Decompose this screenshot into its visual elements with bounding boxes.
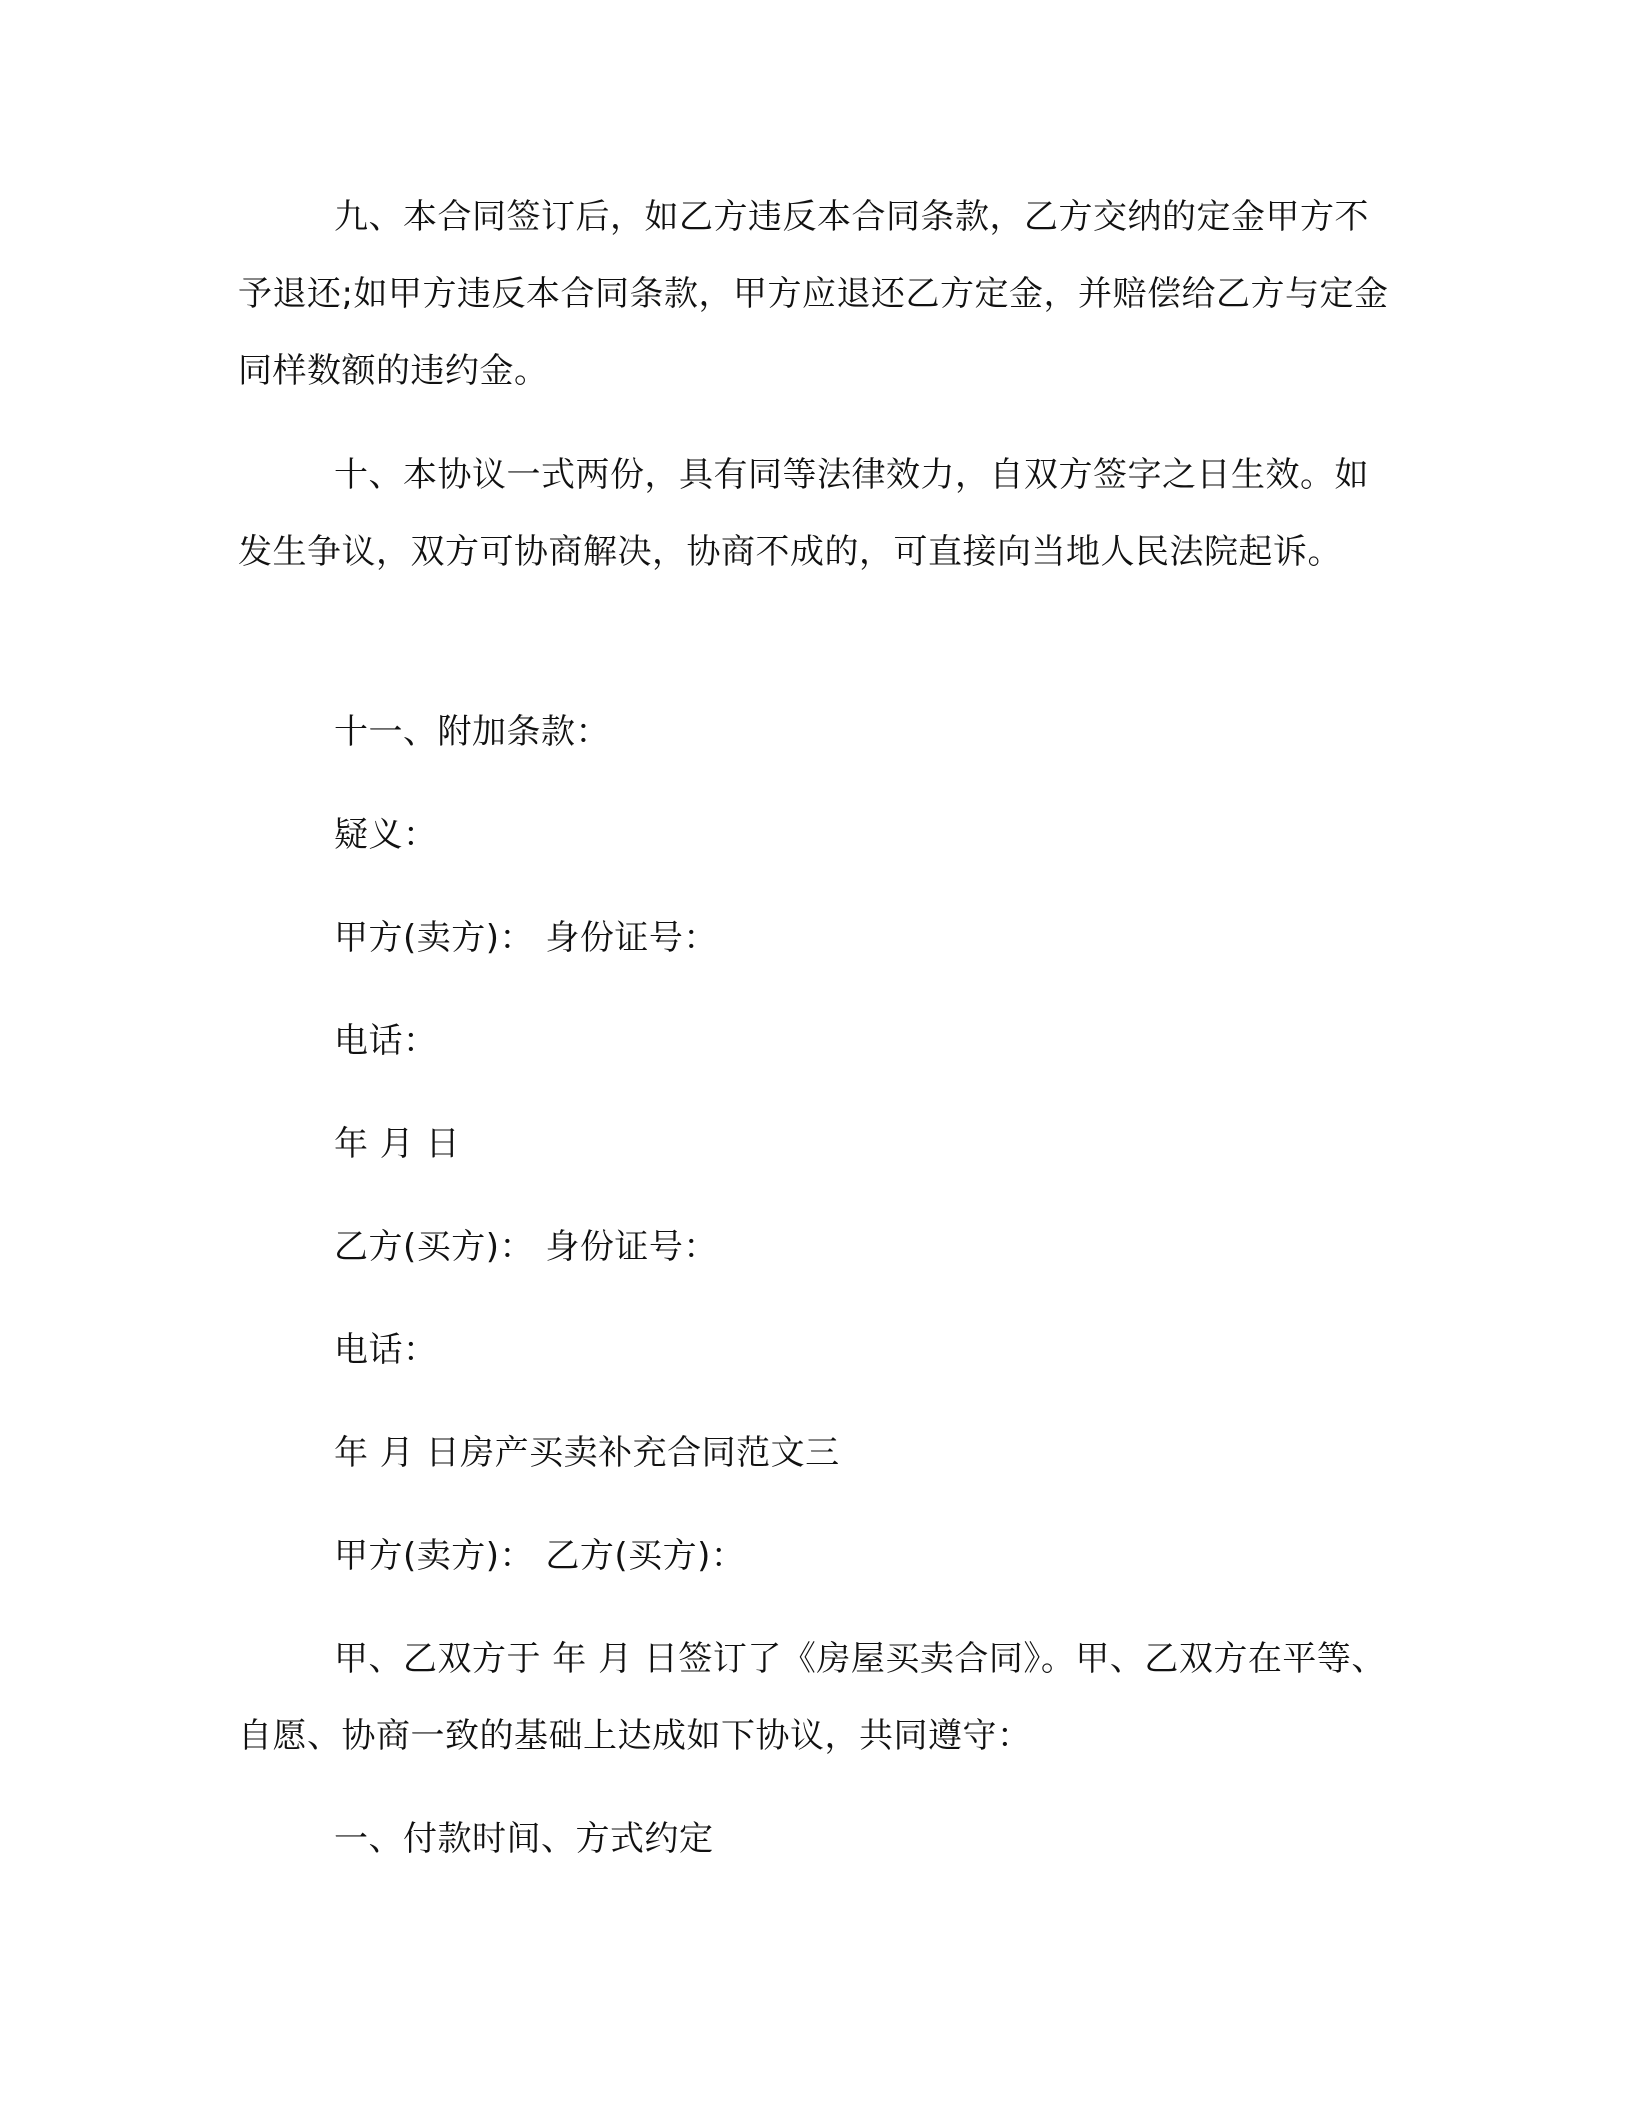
doubt-label: 疑义： <box>334 815 438 855</box>
party-a-seller-line: 甲方(卖方)： 身份证号： <box>334 918 718 958</box>
section-one-heading: 一、付款时间、方式约定 <box>334 1819 714 1859</box>
clause-eleven-heading: 十一、附加条款： <box>334 712 610 752</box>
party-b-buyer-line: 乙方(买方)： 身份证号： <box>334 1227 718 1267</box>
party-b-phone-line: 电话： <box>334 1330 438 1370</box>
party-a-date-line: 年 月 日 <box>334 1124 461 1164</box>
agreement-intro-paragraph: 甲、乙双方于 年 月 日签订了《房屋买卖合同》。甲、乙双方在平等、自愿、协商一致的基础上达成如下协议，共同遵守： <box>238 1639 1386 1756</box>
date-and-sample-three-title: 年 月 日房产买卖补充合同范文三 <box>334 1433 840 1473</box>
clause-nine-paragraph: 九、本合同签订后，如乙方违反本合同条款，乙方交纳的定金甲方不予退还;如甲方违反本合同条款，甲方应退还乙方定金，并赔偿给乙方与定金同样数额的违约金。 <box>238 197 1389 391</box>
party-a-phone-line: 电话： <box>334 1021 438 1061</box>
parties-line: 甲方(卖方)： 乙方(买方)： <box>334 1536 746 1576</box>
clause-ten-paragraph: 十、本协议一式两份，具有同等法律效力，自双方签字之日生效。如发生争议，双方可协商解决，协商不成的，可直接向当地人民法院起诉。 <box>238 455 1369 572</box>
